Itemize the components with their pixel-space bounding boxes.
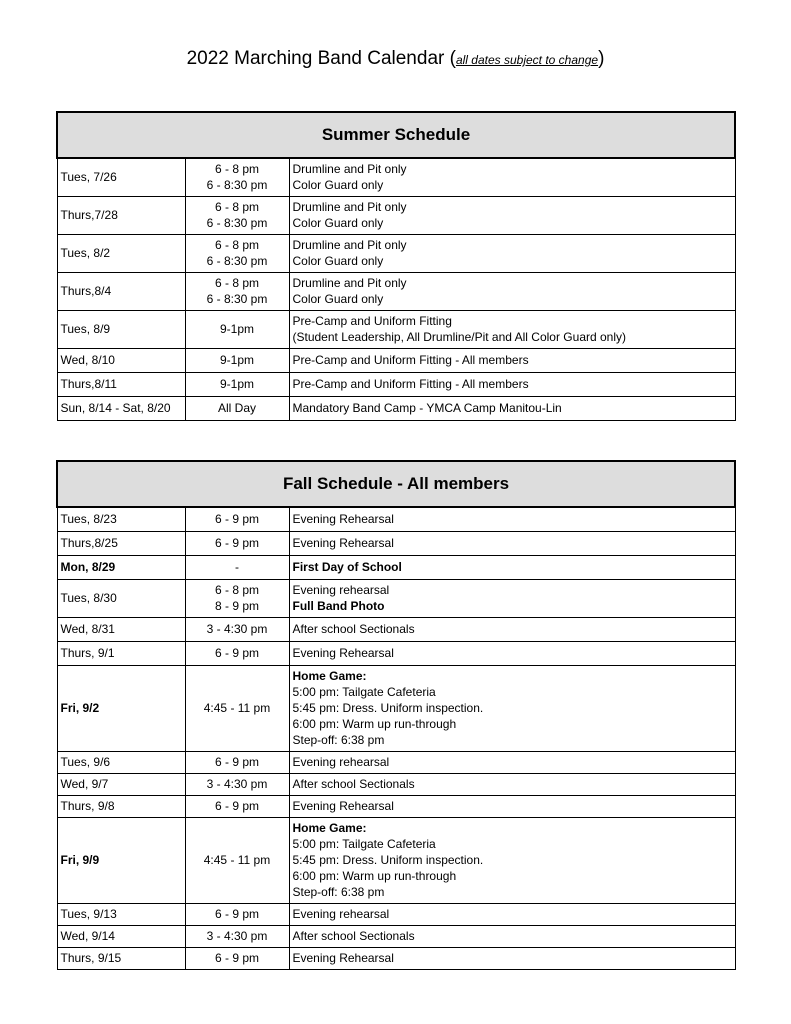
description-cell: Evening rehearsal: [289, 751, 735, 773]
date-cell: Mon, 8/29: [57, 555, 185, 579]
description-cell: [289, 665, 735, 751]
table-row: [57, 795, 735, 817]
date-cell: Thurs, 9/15: [57, 947, 185, 969]
description-cell: [289, 234, 735, 272]
time-cell: 4:45 - 11 pm: [185, 817, 289, 903]
time-cell: [185, 196, 289, 234]
time-cell: 3 - 4:30 pm: [185, 617, 289, 641]
description-line: Drumline and Pit only: [292, 162, 407, 177]
table-row: [57, 158, 735, 196]
table-row: [57, 925, 735, 947]
description-cell: Pre-Camp and Uniform Fitting - All members: [289, 372, 735, 396]
description-line: Step-off: 6:38 pm: [292, 733, 385, 747]
table-row: [57, 641, 735, 665]
time-line: 6 - 8 pm: [214, 583, 259, 597]
description-line: Evening rehearsal: [292, 583, 390, 597]
description-cell: After school Sectionals: [289, 925, 735, 947]
date-cell: Tues, 8/2: [57, 234, 185, 272]
date-cell: Tues, 9/6: [57, 751, 185, 773]
description-line: (Student Leadership, All Drumline/Pit and All Color Guard only): [292, 330, 627, 344]
fall-schedule-header: Fall Schedule - All members: [57, 461, 735, 507]
table-row: [57, 555, 735, 579]
description-cell: Evening Rehearsal: [289, 507, 735, 531]
date-cell: Thurs,8/25: [57, 531, 185, 555]
description-line: Color Guard only: [292, 292, 384, 306]
description-line: Pre-Camp and Uniform Fitting: [292, 314, 452, 328]
date-cell: Thurs,7/28: [57, 196, 185, 234]
description-cell: [289, 310, 735, 348]
table-row: [57, 817, 735, 903]
table-row: [57, 531, 735, 555]
fall-schedule-table: [56, 460, 736, 970]
time-cell: 6 - 9 pm: [185, 531, 289, 555]
description-cell: Evening Rehearsal: [289, 947, 735, 969]
date-cell: Sun, 8/14 - Sat, 8/20: [57, 396, 185, 420]
time-cell: 4:45 - 11 pm: [185, 665, 289, 751]
time-line: 6 - 8 pm: [214, 238, 259, 252]
table-row: [57, 372, 735, 396]
description-line: 5:00 pm: Tailgate Cafeteria: [292, 837, 436, 851]
date-cell: Tues, 8/9: [57, 310, 185, 348]
description-cell: Mandatory Band Camp - YMCA Camp Manitou-Lin: [289, 396, 735, 420]
description-cell: After school Sectionals: [289, 773, 735, 795]
description-line: Drumline and Pit only: [292, 276, 407, 290]
description-cell: [289, 817, 735, 903]
time-line: 9-1pm: [219, 322, 254, 336]
description-line: Step-off: 6:38 pm: [292, 885, 385, 899]
description-cell: After school Sectionals: [289, 617, 735, 641]
date-cell: Tues, 7/26: [57, 158, 185, 196]
table-row: [57, 310, 735, 348]
date-cell: Thurs, 9/1: [57, 641, 185, 665]
description-cell: Evening Rehearsal: [289, 641, 735, 665]
table-row: [57, 579, 735, 617]
time-cell: [185, 158, 289, 196]
date-cell: Thurs, 9/8: [57, 795, 185, 817]
date-cell: Thurs,8/4: [57, 272, 185, 310]
table-row: [57, 196, 735, 234]
summer-header-row: [57, 112, 735, 158]
table-row: [57, 903, 735, 925]
date-cell: Wed, 8/31: [57, 617, 185, 641]
time-cell: 9-1pm: [185, 348, 289, 372]
date-cell: Thurs,8/11: [57, 372, 185, 396]
description-cell: [289, 158, 735, 196]
description-cell: Pre-Camp and Uniform Fitting - All members: [289, 348, 735, 372]
time-cell: [185, 272, 289, 310]
date-cell: Tues, 8/30: [57, 579, 185, 617]
description-line: Color Guard only: [292, 254, 384, 268]
date-cell: Tues, 8/23: [57, 507, 185, 531]
table-row: [57, 665, 735, 751]
time-line: 6 - 8:30 pm: [206, 216, 268, 230]
time-cell: [185, 579, 289, 617]
description-line: Color Guard only: [292, 178, 384, 193]
title-note: all dates subject to change: [455, 53, 599, 67]
description-cell: [289, 272, 735, 310]
description-line: Home Game:: [292, 821, 367, 835]
time-cell: 6 - 9 pm: [185, 641, 289, 665]
time-cell: 6 - 9 pm: [185, 903, 289, 925]
title-open-paren: (: [449, 48, 456, 69]
table-row: [57, 617, 735, 641]
time-line: 6 - 8:30 pm: [206, 292, 268, 306]
description-line: 5:45 pm: Dress. Uniform inspection.: [292, 853, 484, 867]
description-cell: Evening Rehearsal: [289, 531, 735, 555]
description-line: 5:45 pm: Dress. Uniform inspection.: [292, 701, 484, 715]
time-cell: 6 - 9 pm: [185, 751, 289, 773]
time-cell: All Day: [185, 396, 289, 420]
description-cell: First Day of School: [289, 555, 735, 579]
table-row: [57, 947, 735, 969]
time-cell: 9-1pm: [185, 372, 289, 396]
description-cell: Evening rehearsal: [289, 903, 735, 925]
table-row: [57, 751, 735, 773]
time-line: 6 - 8 pm: [214, 200, 259, 214]
table-row: [57, 348, 735, 372]
description-line: 6:00 pm: Warm up run-through: [292, 869, 457, 883]
description-cell: [289, 196, 735, 234]
time-cell: 6 - 9 pm: [185, 947, 289, 969]
time-line: 6 - 8 pm: [214, 162, 259, 177]
date-cell: Wed, 9/7: [57, 773, 185, 795]
time-cell: 3 - 4:30 pm: [185, 773, 289, 795]
time-cell: [185, 310, 289, 348]
page-title: [0, 47, 791, 72]
time-line: 8 - 9 pm: [214, 599, 259, 613]
time-line: 6 - 8:30 pm: [206, 178, 268, 193]
title-close-paren: ): [598, 48, 605, 69]
summer-schedule-header: Summer Schedule: [57, 112, 735, 158]
table-row: [57, 773, 735, 795]
table-row: [57, 396, 735, 420]
time-cell: 6 - 9 pm: [185, 507, 289, 531]
time-cell: -: [185, 555, 289, 579]
table-row: [57, 272, 735, 310]
description-line: 6:00 pm: Warm up run-through: [292, 717, 457, 731]
date-cell: Wed, 8/10: [57, 348, 185, 372]
summer-schedule-table: [56, 111, 736, 421]
date-cell: Tues, 9/13: [57, 903, 185, 925]
description-line: Full Band Photo: [292, 599, 385, 613]
description-line: Drumline and Pit only: [292, 200, 407, 214]
description-cell: Evening Rehearsal: [289, 795, 735, 817]
time-line: 6 - 8 pm: [214, 276, 259, 290]
time-line: 6 - 8:30 pm: [206, 254, 268, 268]
title-main: 2022 Marching Band Calendar: [186, 48, 445, 69]
description-line: 5:00 pm: Tailgate Cafeteria: [292, 685, 436, 699]
date-cell: Wed, 9/14: [57, 925, 185, 947]
date-cell: Fri, 9/9: [57, 817, 185, 903]
time-cell: 3 - 4:30 pm: [185, 925, 289, 947]
table-row: [57, 234, 735, 272]
time-cell: 6 - 9 pm: [185, 795, 289, 817]
description-line: Color Guard only: [292, 216, 384, 230]
fall-header-row: [57, 461, 735, 507]
time-cell: [185, 234, 289, 272]
date-cell: Fri, 9/2: [57, 665, 185, 751]
description-line: Drumline and Pit only: [292, 238, 407, 252]
table-row: [57, 507, 735, 531]
description-line: Home Game:: [292, 669, 367, 683]
description-cell: [289, 579, 735, 617]
